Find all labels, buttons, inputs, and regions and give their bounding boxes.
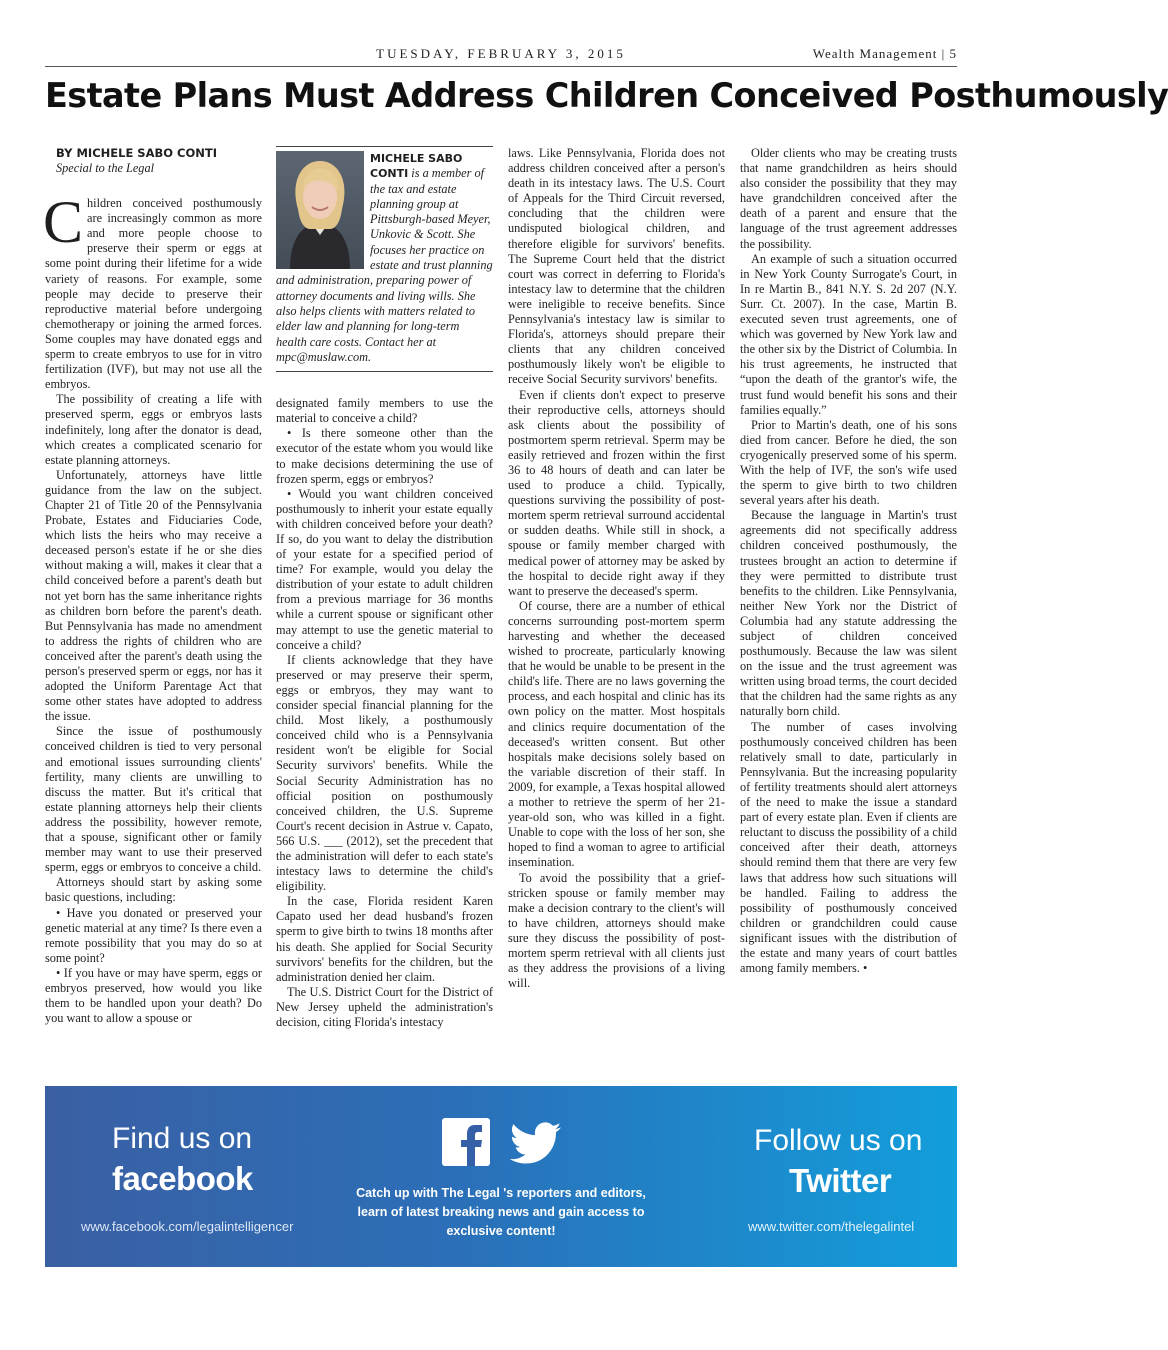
author-photo <box>276 151 364 269</box>
article-paragraph: To avoid the possibility that a grief-stricken spouse or family member may make a decision contrary to the client's will to have children, attorneys should make sure they discuss the possibility of post-mortem sperm retrieval with all clients just as they address the provisions of a living will. <box>508 870 725 991</box>
twitter-wordmark: Twitter <box>789 1162 892 1199</box>
section-page-label: Wealth Management | 5 <box>812 46 957 61</box>
issue-date: TUESDAY, FEBRUARY 3, 2015 <box>376 46 626 61</box>
facebook-find-label: Find us on <box>112 1122 253 1155</box>
article-paragraph: The possibility of creating a life with preserved sperm, eggs or embryos lasts indefinitely, long after the donator is dead, which creates a complicated scenario for estate planning attorneys. <box>45 392 262 467</box>
article-paragraph: If clients acknowledge that they have preserved or may preserve their sperm, eggs or embryos, they may want to consider special financial planning for the child. Most likely, a posthumously conceived child who is a Pennsylvania resident won't be eligible for Social Security survivors' benefits. While the Social Security Administration has no official position on posthumously conceived children, the U.S. Supreme Court's recent decision in Astrue v. Capato, 566 U.S. ___ (2012), set the precedent that the administration will defer to each state's intestacy laws to determine the child's eligibility. <box>276 652 493 894</box>
article-column-4 <box>740 146 957 976</box>
facebook-icon[interactable] <box>442 1118 490 1171</box>
article-paragraph: In the case, Florida resident Karen Capato used her dead husband's frozen sperm to give birth to twins 18 months after his death. She applied for Social Security survivors' benefits for the children, but the administration denied her claim. <box>276 894 493 984</box>
byline: BY MICHELE SABO CONTI <box>56 146 217 160</box>
article-column-1 <box>45 146 262 1026</box>
author-bio-box <box>276 146 493 372</box>
article-paragraph: An example of such a situation occurred in New York County Surrogate's Court, in In re Martin B., 841 N.Y. S. 2d 207 (N.Y. Surr. Ct. 2007). In the case, Martin B. executed seven trust agreements, one of which was governed by New York law and the other six by the District of Columbia. In his trust agreements, he instructed that “upon the death of the grantor's wife, the trust fund would benefit his sons and their families equally.” <box>740 251 957 417</box>
article-paragraph: Children conceived posthumously are increasingly common as more and more people choose to preserve their sperm or eggs at some point during their lifetime for a wide variety of reasons. For example, some people may decide to preserve their reproductive material before undergoing chemotherapy or joining the armed forces. Some couples may have donated eggs and sperm to create embryos to use for in vitro fertilization (IVF), but may not use all the embryos. <box>43 189 262 392</box>
article-paragraph: Since the issue of posthumously conceived children is tied to very personal and emotional issues surrounding clients' fertility, many clients are unwilling to discuss the matter. But it's critical that estate planning attorneys help their clients address the possibility, however remote, that a spouse, significant other or family member may want to use their preserved sperm, eggs or embryos to conceive a child. <box>45 724 262 875</box>
article-paragraph: Because the language in Martin's trust agreements did not specifically address children conceived posthumously, the trustees brought an action to determine if they were permitted to distribute trust benefits to the children. Like Pennsylvania, neither New York nor the District of Columbia had any statute addressing the subject of children conceived posthumously. Because the law was silent on the issue and the trust agreement was written using broad terms, the court decided that the children had the same rights as any naturally born child. <box>740 508 957 719</box>
drop-cap: C <box>43 189 84 256</box>
article-bullet: • If you have or may have sperm, eggs or embryos preserved, how would you like them to be handled upon your death? Do you want to allow a spouse or <box>45 965 262 1026</box>
twitter-icon[interactable] <box>510 1122 562 1171</box>
byline-affiliation: Special to the Legal <box>56 161 155 175</box>
bio-author-name: MICHELE SABO CONTI <box>370 152 463 181</box>
banner-tagline: Catch up with The Legal 's reporters and editors, learn of latest breaking news and gain access to exclusive content! <box>356 1186 646 1238</box>
article-paragraph: designated family members to use the material to conceive a child? <box>276 396 493 426</box>
article-paragraph: Older clients who may be creating trusts that name grandchildren as heirs should also consider the possibility that they may have grandchildren conceived after the death of a parent and ensure that the language of the trust agreement addresses the possibility. <box>740 146 957 251</box>
facebook-link[interactable]: www.facebook.com/legalintelligencer <box>81 1219 294 1234</box>
article-bullet: • Would you want children conceived posthumously to inherit your estate equally with children conceived before your death? If so, do you want to delay the distribution of your estate for a specified period of time? For example, would you delay the distribution of your estate to adult children from a previous marriage for 36 months while a current spouse or significant other may attempt to use the genetic material to conceive a child? <box>276 486 493 652</box>
article-paragraph: Of course, there are a number of ethical concerns surrounding post-mortem sperm harvesting and whether the deceased wished to procreate, particularly knowing that he would be unable to be present in the child's life. There are no laws governing the process, and each hospital and clinic has its own policy on the matter. Most hospitals and clinics require documentation of the deceased's written consent. But other hospitals make decisions solely based on the variable discretion of their staff. In 2009, for example, a Texas hospital allowed a mother to retrieve the sperm of her 21-year-old son, who was killed in a fight. Unable to cope with the loss of her son, she hoped to find a woman to agree to artificial insemination. <box>508 598 725 870</box>
article-column-3 <box>508 146 725 991</box>
bio-text: is a member of the tax and estate planning group at Pittsburgh-based Meyer, Unkovic & Scott. She focuses her practice on estate and trust planning and administration, preparing power of attorney documents and living wills. She also helps clients with matters related to elder law and planning for long-term health care costs. Contact her at mpc@muslaw.com. <box>276 166 493 364</box>
article-column-2 <box>276 146 493 1030</box>
article-bullet: • Is there someone other than the executor of the estate whom you would like to make decisions determining the use of frozen sperm, eggs or embryos? <box>276 426 493 486</box>
article-paragraph: Unfortunately, attorneys have little guidance from the law on the subject. Chapter 21 of Title 20 of the Pennsylvania Probate, Estates and Fiduciaries Code, which lists the heirs who may receive a deceased person's estate if he or she dies without making a will, makes it clear that a child conceived before a parent's death but not yet born has the same inheritance rights as children born before the parent's death. But Pennsylvania has made no amendment to address the rights of children who are conceived after the parent's death using the person's preserved sperm or eggs, nor has it adopted the Uniform Parentage Act that some other states have adopted to address the issue. <box>45 467 262 724</box>
article-bullet: • Have you donated or preserved your genetic material at any time? Is there even a remote possibility that you may do so at some point? <box>45 905 262 965</box>
article-paragraph: laws. Like Pennsylvania, Florida does not address children conceived after a person's death in its intestacy laws. The U.S. Court of Appeals for the Third Circuit reversed, concluding that the children were undisputed biological children, and therefore eligible for survivors' benefits. The Supreme Court held that the district court was correct in deferring to Florida's intestacy law to determine that the children were ineligible to receive benefits. Since Pennsylvania's intestacy law is similar to Florida's, attorneys should prepare their clients that any children conceived posthumously likely won't be eligible to receive Social Security survivors' benefits. <box>508 146 725 387</box>
article-headline: Estate Plans Must Address Children Conceived Posthumously <box>45 76 1168 115</box>
article-paragraph: Even if clients don't expect to preserve their reproductive cells, attorneys should ask clients about the possibility of postmortem sperm retrieval. Sperm may be easily retrieved and frozen within the first 36 to 48 hours of death and can later be used to produce a child. Typically, questions surviving the possibility of post-mortem sperm retrieval surround accidental or sudden deaths. While still in shock, a spouse or family member charged with medical power of attorney may be asked by the hospital to decide right away if they want to preserve the deceased's sperm. <box>508 387 725 598</box>
social-banner[interactable] <box>45 1086 957 1267</box>
twitter-link[interactable]: www.twitter.com/thelegalintel <box>748 1219 915 1234</box>
facebook-wordmark: facebook <box>112 1160 253 1197</box>
article-paragraph: The U.S. District Court for the District of New Jersey upheld the administration's decision, citing Florida's intestacy <box>276 984 493 1029</box>
article-paragraph: Attorneys should start by asking some basic questions, including: <box>45 875 262 905</box>
twitter-follow-label: Follow us on <box>754 1124 923 1157</box>
article-paragraph: Prior to Martin's death, one of his sons died from cancer. Before he died, the son cryogenically preserved some of his sperm. With the help of IVF, the son's wife used the sperm to give birth to two children several years after his death. <box>740 417 957 508</box>
page-header <box>45 42 957 67</box>
article-paragraph: The number of cases involving posthumously conceived children has been relatively small to date, particularly in Pennsylvania. But the increasing popularity of fertility treatments should alert attorneys of the need to make the issue a standard part of every estate plan. Even if clients are reluctant to discuss the possibility of a child conceived after their death, attorneys should remind them that there are very few laws that address how such situations will be handled. Failing to address the possibility of posthumously conceived children or grandchildren could cause significant issues with the distribution of the estate and many years of court battles among family members. • <box>740 719 957 976</box>
